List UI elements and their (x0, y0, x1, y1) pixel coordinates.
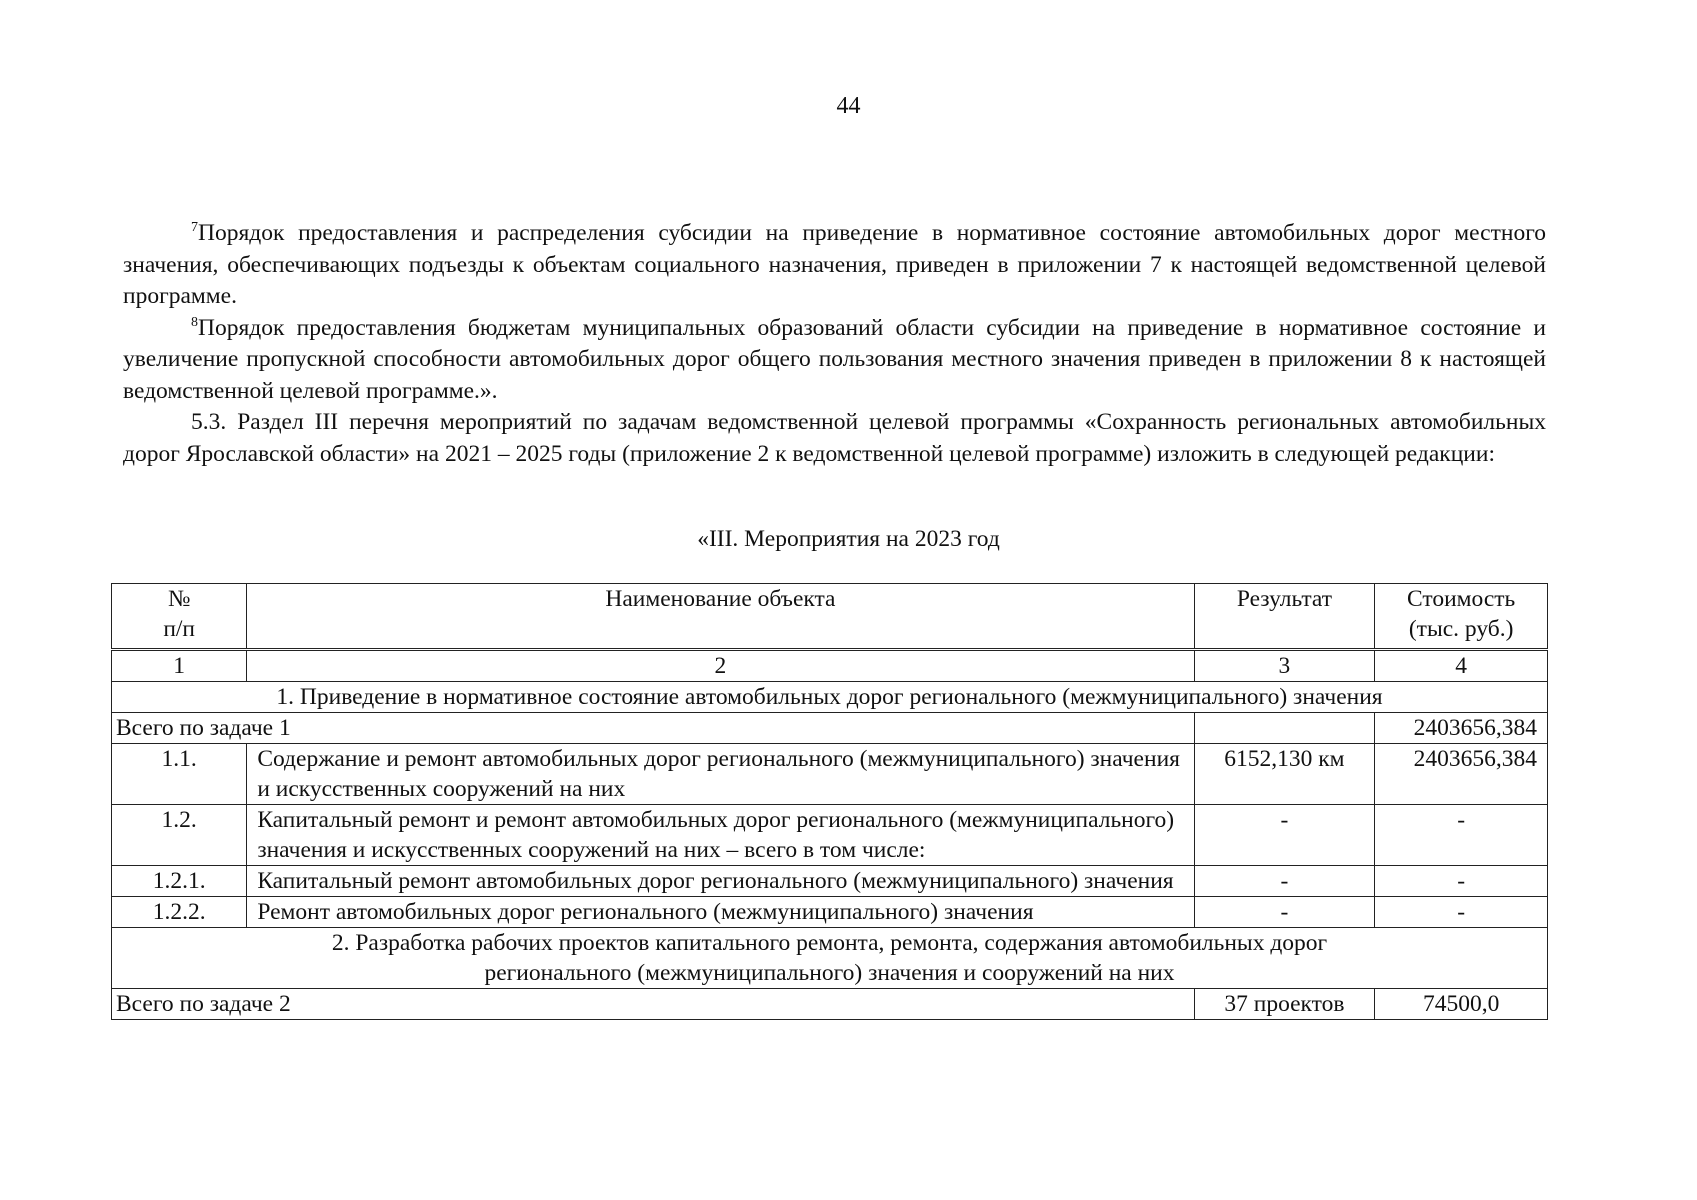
paragraph-5-3: 5.3. Раздел III перечня мероприятий по задачам ведомственной целевой программы «Сохранность региональных автомобильных дорог Ярославской области» на 2021 – 2025 годы (приложение 2 к ведомственной целевой программе) изложить в следующей редакции: (123, 409, 1546, 467)
task1-total-result (1194, 713, 1375, 744)
row-number: 1.2.2. (112, 897, 247, 928)
table-title: «III. Мероприятия на 2023 год (697, 526, 1000, 552)
task1-total-cost: 2403656,384 (1375, 713, 1548, 744)
task2-total-cost: 74500,0 (1375, 989, 1548, 1020)
row-number: 1.1. (112, 744, 247, 805)
task1-heading: 1. Приведение в нормативное состояние автомобильных дорог регионального (межмуниципального) значения (112, 682, 1548, 713)
row-result: 6152,130 км (1194, 744, 1375, 805)
task2-total-row (112, 989, 1548, 1020)
row-cost: - (1375, 897, 1548, 928)
page-number: 44 (836, 93, 861, 119)
row-name: Капитальный ремонт и ремонт автомобильных дорог регионального (межмуниципального) значения и искусственных сооружений на них – всего в том числе: (247, 805, 1194, 866)
task2-heading (112, 928, 1548, 989)
row-result: - (1194, 897, 1375, 928)
measures-table (111, 583, 1548, 1020)
header-number (112, 584, 247, 650)
row-name: Ремонт автомобильных дорог регионального (межмуниципального) значения (247, 897, 1194, 928)
column-number: 4 (1375, 650, 1548, 682)
row-cost: - (1375, 805, 1548, 866)
footnote-marker-8: 8 (191, 314, 198, 330)
task1-total-row (112, 713, 1548, 744)
header-cost (1375, 584, 1548, 650)
task2-total-result: 37 проектов (1194, 989, 1375, 1020)
row-result: - (1194, 805, 1375, 866)
row-name: Содержание и ремонт автомобильных дорог регионального (межмуниципального) значения и искусственных сооружений на них (247, 744, 1194, 805)
table-row (112, 805, 1548, 866)
row-number: 1.2. (112, 805, 247, 866)
header-cost-line1: Стоимость (1407, 586, 1516, 612)
footnote-8 (123, 313, 1546, 408)
column-number: 2 (247, 650, 1194, 682)
task2-total-label: Всего по задаче 2 (112, 989, 1195, 1020)
header-number-line2: п/п (163, 616, 195, 642)
header-number-line1: № (167, 586, 191, 612)
task2-heading-row (112, 928, 1548, 989)
header-result: Результат (1194, 584, 1375, 650)
footnote-7-text: Порядок предоставления и распределения субсидии на приведение в нормативное состояние автомобильных дорог местного значения, обеспечивающих подъезды к объектам социального назначения, приведен в приложении 7 к настоящей ведомственной целевой программе. (123, 220, 1546, 309)
body-text (123, 218, 1546, 470)
task2-heading-line1: 2. Разработка рабочих проектов капитального ремонта, ремонта, содержания автомобильных дорог (331, 930, 1328, 956)
task1-total-label: Всего по задаче 1 (112, 713, 1195, 744)
table-header-row (112, 584, 1548, 650)
column-numbers-row (112, 650, 1548, 682)
table-row (112, 897, 1548, 928)
task1-heading-row (112, 682, 1548, 713)
row-cost: - (1375, 866, 1548, 897)
column-number: 3 (1194, 650, 1375, 682)
footnote-marker-7: 7 (191, 220, 198, 235)
row-result: - (1194, 866, 1375, 897)
header-name: Наименование объекта (247, 584, 1194, 650)
row-number: 1.2.1. (112, 866, 247, 897)
column-number: 1 (112, 650, 247, 682)
row-name: Капитальный ремонт автомобильных дорог регионального (межмуниципального) значения (247, 866, 1194, 897)
footnote-7 (123, 218, 1546, 313)
table-row (112, 744, 1548, 805)
table-row (112, 866, 1548, 897)
row-cost: 2403656,384 (1375, 744, 1548, 805)
task2-heading-line2: регионального (межмуниципального) значения и сооружений на них (484, 960, 1175, 986)
footnote-8-text: Порядок предоставления бюджетам муниципальных образований области субсидии на приведение в нормативное состояние и увеличение пропускной способности автомобильных дорог общего пользования местного значения приведен в приложении 8 к настоящей ведомственной целевой программе.». (123, 314, 1546, 404)
header-cost-line2: (тыс. руб.) (1408, 616, 1514, 642)
